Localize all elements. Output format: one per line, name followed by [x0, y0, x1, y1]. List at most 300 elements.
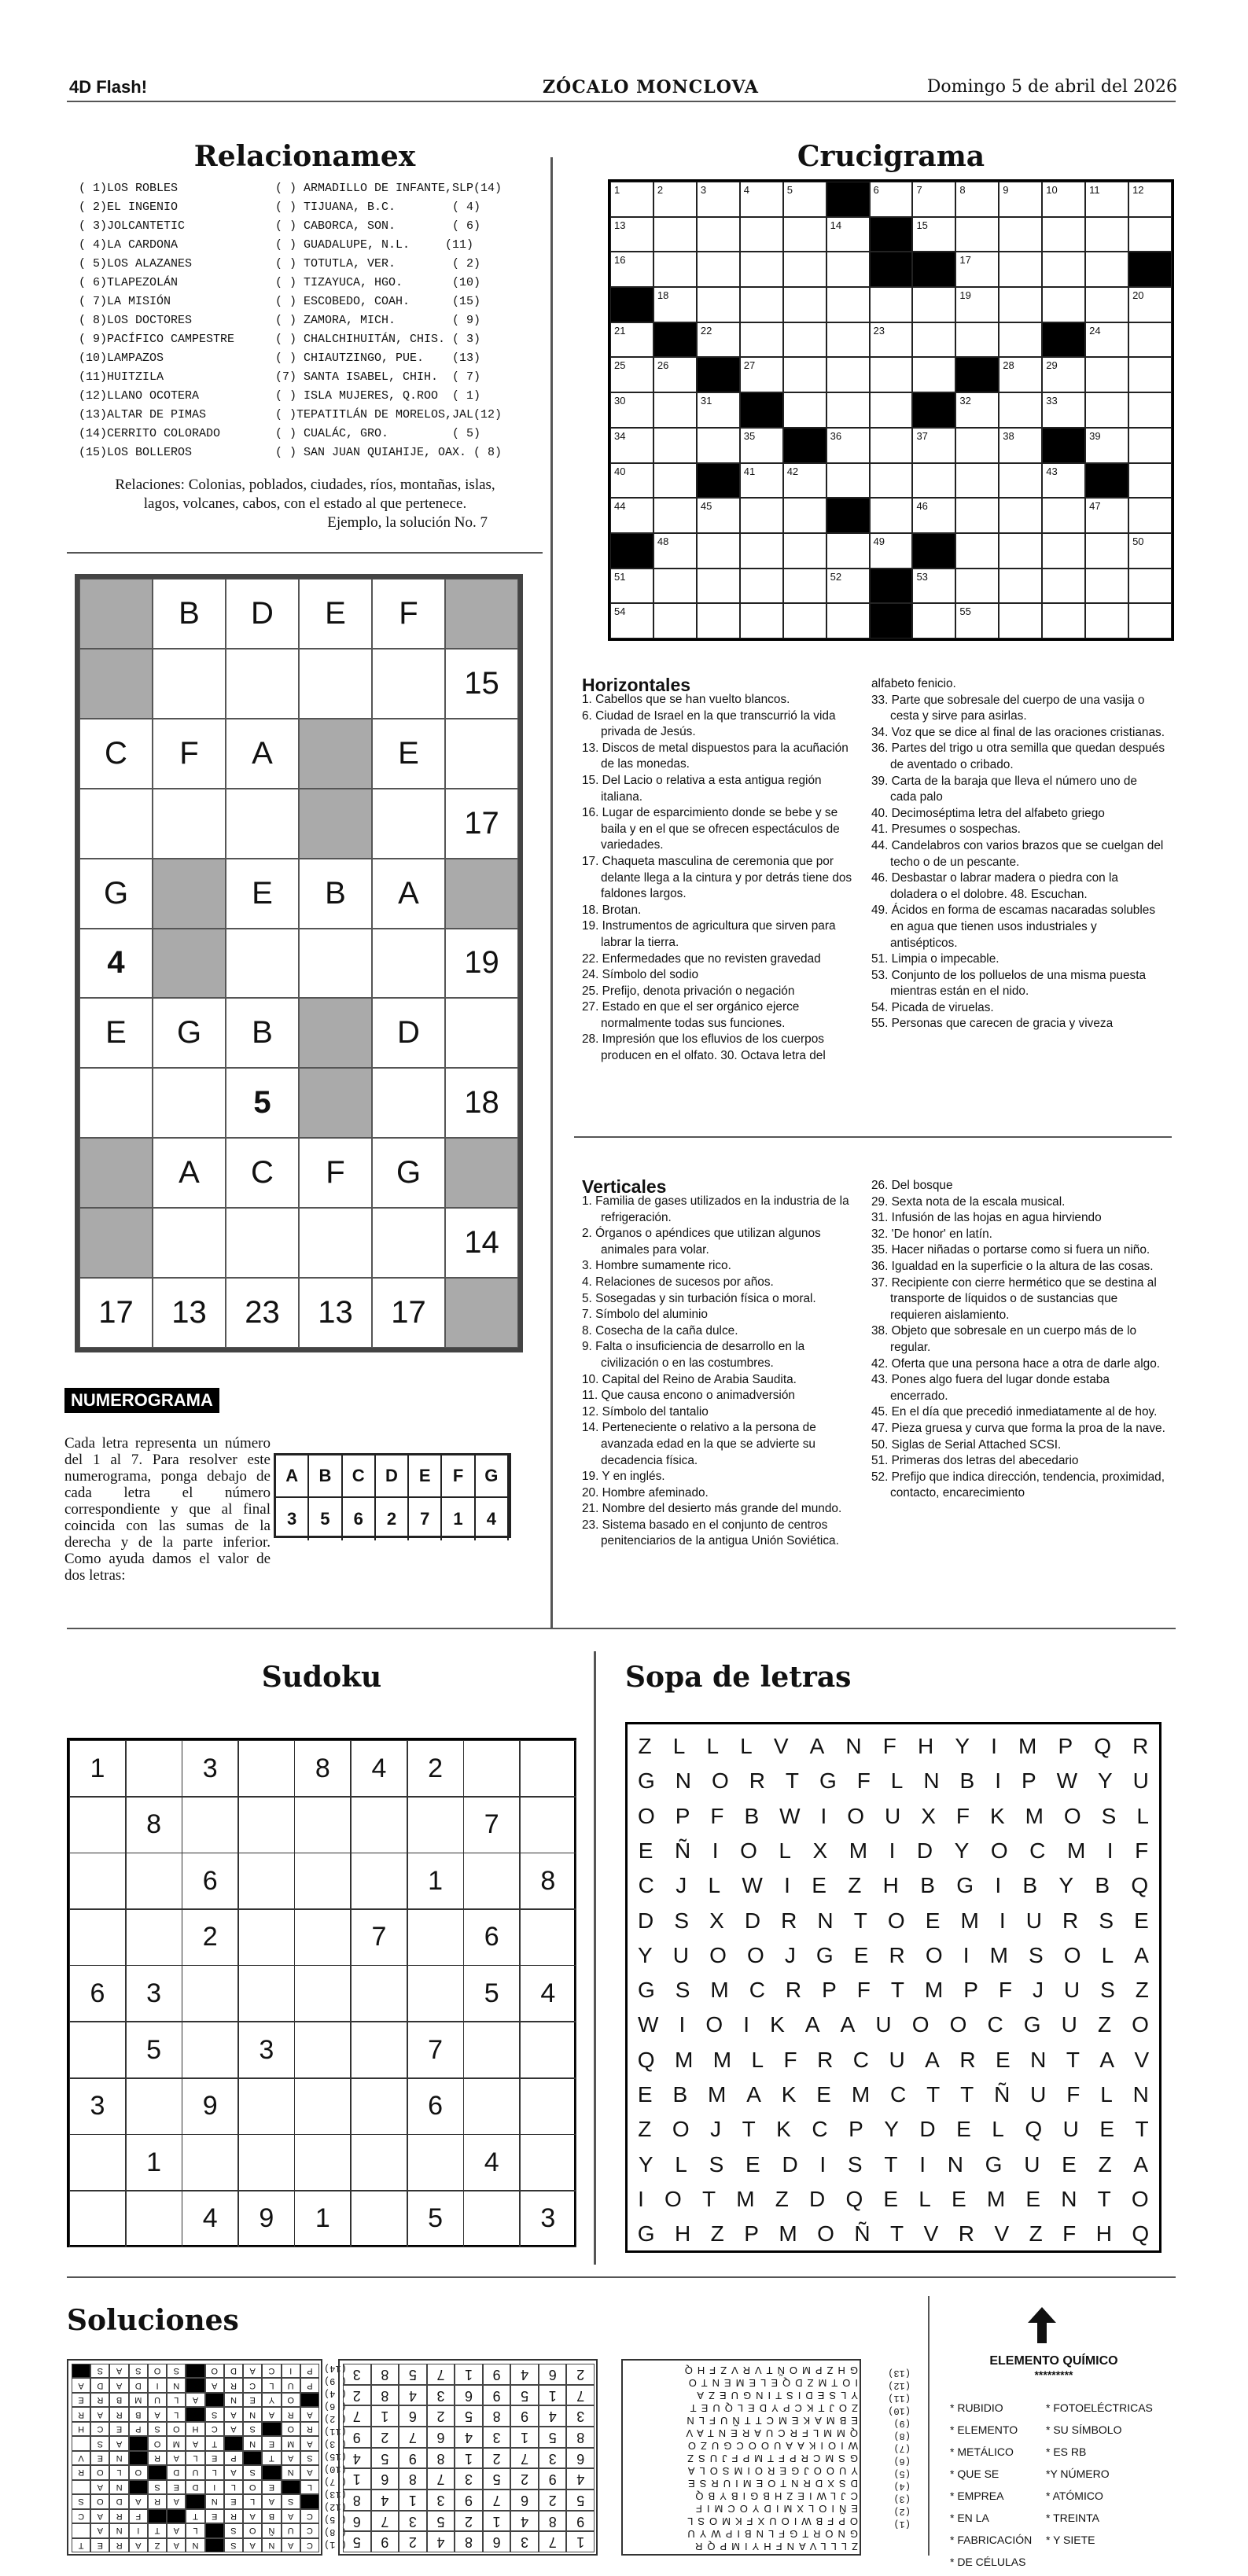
- solution-crucigrama-cell: N: [109, 2480, 128, 2494]
- sopa-letter: M: [986, 2186, 1006, 2211]
- sopa-letter: Z: [638, 2117, 652, 2142]
- sopa-letter: Q: [845, 2186, 863, 2211]
- sopa-letter: S: [1099, 1908, 1114, 1933]
- solution-sopa-row: GHZPMOÑTVRVZFHQ: [679, 2364, 858, 2376]
- crucigrama-cell: [740, 217, 783, 252]
- clue-item: 11. Que causa encono o animadversión: [582, 1389, 795, 1403]
- solution-relacionamex-item: ( 1): [324, 2539, 347, 2550]
- eq-item: * DE CÉLULAS: [950, 2556, 1026, 2568]
- solution-relacionamex-item: ( 2): [324, 2413, 347, 2424]
- crucigrama-cell: [1128, 498, 1172, 533]
- clue-item: 37. Recipiente con cierre hermético que se destina al transporte de líquidos o de sustancias que requieren aislamiento.: [871, 1275, 1157, 1322]
- crucigrama-cell: [653, 569, 697, 604]
- crucigrama-cell: [610, 252, 653, 287]
- solution-crucigrama-cell: A: [90, 2407, 109, 2421]
- sopa-letter: M: [712, 2047, 732, 2072]
- numerograma-cell: B: [153, 579, 226, 649]
- crucigrama-cell: [1042, 357, 1085, 392]
- sopa-letter: G: [815, 1942, 834, 1967]
- crucigrama-cell: [999, 569, 1042, 604]
- crucigrama-cell: [1042, 603, 1085, 638]
- eq-list-left: [950, 2397, 1032, 2573]
- sopa-letter: U: [1063, 1978, 1080, 2003]
- numerograma-cell: 15: [445, 649, 518, 719]
- sudoku-cell: [238, 1965, 295, 2022]
- relacionamex-left-item: (13)ALTAR DE PIMAS: [79, 408, 207, 421]
- solution-crucigrama-cell: U: [148, 2393, 167, 2407]
- solution-crucigrama-cell: [205, 2393, 224, 2407]
- sopa-letter: N: [1132, 2082, 1149, 2107]
- verticales-title: Verticales: [582, 1176, 667, 1197]
- clue-item: 18. Brotan.: [582, 903, 642, 917]
- crucigrama-black-cell: [870, 252, 913, 287]
- crucigrama-black-cell: [653, 322, 697, 358]
- clue-item: 16. Lugar de esparcimiento donde se bebe y se baila y en el que se ofrecen espectáculos de variedades.: [582, 806, 840, 852]
- sopa-letter: U: [1061, 2012, 1077, 2037]
- numerograma-cell: E: [372, 719, 445, 789]
- solution-sudoku-cell: 5: [343, 2531, 371, 2552]
- sopa-row: [628, 1868, 1159, 1903]
- crucigrama-cell: [912, 428, 955, 463]
- bottom-rule: [67, 2276, 1176, 2278]
- clue-item: 33. Parte que sobresale del cuerpo de una vasija o cesta y sirve para asirlas.: [871, 693, 1145, 723]
- crucigrama-cell: [653, 357, 697, 392]
- solution-crucigrama-cell: R: [148, 2451, 167, 2465]
- solution-sudoku: [338, 2359, 598, 2556]
- crucigrama-cell: [999, 217, 1042, 252]
- solution-sudoku-cell: 5: [566, 2490, 595, 2511]
- horizontales-title: Horizontales: [582, 675, 691, 695]
- solution-sudoku-cell: 2: [427, 2405, 455, 2427]
- solution-sudoku-cell: 7: [371, 2511, 399, 2532]
- sopa-letter: N: [845, 1734, 862, 1758]
- numerograma-cell: 4: [79, 929, 153, 999]
- solution-crucigrama-cell: R: [109, 2509, 128, 2523]
- relacionamex-left-item: (15)LOS BOLLEROS: [79, 446, 193, 459]
- crucigrama-cell: [610, 498, 653, 533]
- solution-crucigrama-cell: R: [72, 2465, 90, 2479]
- crucigrama-cell: [826, 463, 870, 499]
- clue-item: 52. Prefijo que indica dirección, tendencia, proximidad, contacto, encarecimiento: [871, 1470, 1165, 1500]
- sopa-letter: E: [853, 1942, 869, 1967]
- sopa-letter: M: [779, 2221, 797, 2247]
- sopa-row: [628, 1973, 1159, 2007]
- sopa-letter: R: [817, 2047, 834, 2072]
- solution-crucigrama-cell: T: [148, 2523, 167, 2537]
- solution-sudoku-cell: 5: [399, 2364, 427, 2385]
- sopa-letter: B: [920, 1873, 935, 1898]
- sudoku-cell: 3: [126, 1965, 182, 2022]
- sopa-letter: O: [990, 1838, 1008, 1863]
- sopa-letter: E: [996, 2047, 1011, 2072]
- crucigrama-cell: [1042, 182, 1085, 217]
- sopa-row: [628, 2007, 1159, 2042]
- sudoku-cell: [294, 2022, 351, 2078]
- crucigrama-cell: [999, 322, 1042, 358]
- sopa-letter: S: [675, 1978, 690, 2003]
- sudoku-cell: [520, 1797, 576, 1853]
- key-number: 2: [376, 1498, 409, 1540]
- crucigrama-cell: [826, 392, 870, 428]
- clue-item: 13. Discos de metal dispuestos para la acuñación de las monedas.: [582, 741, 849, 771]
- crucigrama-number: 30: [614, 395, 626, 407]
- numerograma-cell: D: [226, 579, 299, 649]
- crucigrama-number: 3: [700, 184, 707, 196]
- crucigrama-cell: [912, 287, 955, 322]
- key-number: 4: [476, 1498, 509, 1540]
- relacionamex-right-item: ( ) SAN JUAN QUIAHIJE, OAX. ( 8): [275, 446, 503, 459]
- sudoku-cell: [238, 1797, 295, 1853]
- solution-crucigrama-cell: F: [129, 2509, 148, 2523]
- sopa-letter: G: [985, 2151, 1003, 2177]
- sudoku-cell: 3: [238, 2022, 295, 2078]
- crucigrama-black-cell: [1085, 463, 1128, 499]
- solution-crucigrama-cell: A: [167, 2538, 186, 2552]
- eq-item: * ELEMENTO: [950, 2423, 1018, 2436]
- solution-sudoku-cell: 2: [399, 2531, 427, 2552]
- solution-crucigrama-cell: A: [282, 2538, 300, 2552]
- sopa-letter: P: [963, 1978, 978, 2003]
- sopa-letter: R: [781, 1908, 797, 1933]
- relacionamex-right-item: ( )TEPATITLÁN DE MORELOS,JAL(12): [275, 408, 503, 421]
- solution-sudoku-cell: 5: [371, 2448, 399, 2469]
- sopa-letter: X: [812, 1838, 828, 1863]
- crucigrama-black-cell: [870, 217, 913, 252]
- numerograma-cell: [153, 789, 226, 859]
- sopa-letter: I: [991, 1734, 997, 1758]
- relacionamex-title: Relacionamex: [193, 140, 416, 173]
- sudoku-cell: [463, 2022, 520, 2078]
- solution-crucigrama-cell: N: [243, 2436, 262, 2450]
- clue-item: 46. Desbastar o labrar madera o piedra con la doladera o el dolobre. 48. Escuchan.: [871, 871, 1118, 901]
- sudoku-cell: 1: [126, 2134, 182, 2191]
- crucigrama-number: 10: [1046, 184, 1058, 196]
- sopa-letter: R: [1062, 1908, 1079, 1933]
- solution-crucigrama-cell: A: [224, 2422, 243, 2436]
- crucigrama-cell: [653, 287, 697, 322]
- numerograma-grid: [75, 574, 523, 1352]
- key-letter: F: [442, 1455, 475, 1498]
- sudoku-cell: [69, 2191, 126, 2247]
- solution-crucigrama-cell: P: [129, 2422, 148, 2436]
- sopa-letter: O: [672, 2117, 690, 2142]
- sudoku-cell: [351, 2078, 407, 2135]
- sopa-letter: I: [743, 2012, 750, 2037]
- solution-crucigrama-cell: E: [90, 2538, 109, 2552]
- crucigrama-number: 48: [657, 535, 669, 547]
- solution-sudoku-cell: 8: [427, 2448, 455, 2469]
- crucigrama-number: 6: [873, 184, 879, 196]
- sudoku-cell: 6: [463, 1909, 520, 1966]
- crucigrama-cell: [1042, 533, 1085, 569]
- solution-crucigrama-cell: U: [282, 2523, 300, 2537]
- sopa-letter: U: [672, 1942, 690, 1967]
- clue-item: 50. Siglas de Serial Attached SCSI.: [871, 1437, 1062, 1452]
- solution-crucigrama-cell: A: [109, 2378, 128, 2392]
- solution-sudoku-cell: 1: [566, 2531, 595, 2552]
- solution-crucigrama-cell: E: [243, 2393, 262, 2407]
- crucigrama-cell: [740, 463, 783, 499]
- sopa-letter: Ñ: [854, 2221, 871, 2247]
- clue-item: 24. Símbolo del sodio: [582, 968, 699, 982]
- sopa-letter: T: [701, 2186, 716, 2211]
- crucigrama-cell: [653, 182, 697, 217]
- crucigrama-cell: [826, 322, 870, 358]
- sopa-letter: I: [1106, 1838, 1114, 1863]
- sopa-letter: E: [812, 1873, 826, 1898]
- numerograma-cell: 17: [445, 789, 518, 859]
- sopa-letter: E: [952, 2186, 966, 2211]
- numerograma-cell: 5: [226, 1068, 299, 1138]
- sopa-letter: C: [638, 1873, 654, 1898]
- crucigrama-number: 20: [1132, 289, 1144, 302]
- clue-item: 39. Carta de la baraja que lleva el número uno de cada palo: [871, 774, 1137, 804]
- numerograma-cell: C: [79, 719, 153, 789]
- numerograma-cell: B: [299, 859, 372, 929]
- sopa-letter: L: [751, 2047, 764, 2072]
- solution-sudoku-cell: 3: [539, 2448, 567, 2469]
- crucigrama-cell: [610, 603, 653, 638]
- solution-sudoku-cell: 7: [427, 2364, 455, 2385]
- eq-item: * TREINTA: [1046, 2512, 1099, 2524]
- crucigrama-cell: [912, 182, 955, 217]
- sudoku-cell: [69, 1909, 126, 1966]
- crucigrama-black-cell: [912, 533, 955, 569]
- crucigrama-cell: [1085, 498, 1128, 533]
- crucigrama-number: 31: [700, 395, 712, 407]
- sopa-letter: Z: [1097, 2012, 1112, 2037]
- crucigrama-black-cell: [1042, 428, 1085, 463]
- crucigrama-cell: [697, 287, 740, 322]
- solution-crucigrama-cell: [186, 2378, 204, 2392]
- sopa-letter: A: [1133, 2151, 1149, 2177]
- sudoku-cell: [182, 2134, 238, 2191]
- relacionamex-right-item: ( ) GUADALUPE, N.L. (11): [275, 238, 474, 252]
- solution-crucigrama-cell: S: [90, 2436, 109, 2450]
- sopa-row: [628, 1764, 1159, 1798]
- solution-crucigrama-cell: R: [148, 2494, 167, 2508]
- sopa-letter: W: [638, 2012, 659, 2037]
- sopa-letter: T: [1097, 2186, 1111, 2211]
- crucigrama-cell: [999, 287, 1042, 322]
- sudoku-cell: [294, 1965, 351, 2022]
- sopa-letter: X: [709, 1908, 724, 1933]
- crucigrama-cell: [697, 533, 740, 569]
- sopa-letter: O: [711, 1768, 729, 1794]
- clue-item: 40. Decimoséptima letra del alfabeto griego: [871, 806, 1105, 820]
- solution-sudoku-cell: 9: [455, 2490, 483, 2511]
- solution-crucigrama-cell: S: [167, 2364, 186, 2378]
- clue-item: 44. Candelabros con varios brazos que se cuelgan del techo o de un pescante.: [871, 838, 1164, 869]
- solution-crucigrama-cell: A: [224, 2407, 243, 2421]
- sudoku-cell: [351, 2022, 407, 2078]
- clue-item: 19. Instrumentos de agricultura que sirven para labrar la tierra.: [582, 919, 836, 949]
- sopa-letter: I: [963, 1942, 970, 1967]
- sopa-letter: T: [890, 2221, 904, 2247]
- sopa-letter: N: [1030, 2047, 1047, 2072]
- sopa-letter: K: [776, 2117, 791, 2142]
- sudoku-cell: 6: [407, 2078, 464, 2135]
- clue-item: alfabeto fenicio.: [871, 677, 956, 690]
- numerograma-cell: B: [226, 998, 299, 1068]
- solution-crucigrama-cell: R: [109, 2538, 128, 2552]
- sopa-letter: M: [1066, 1838, 1086, 1863]
- eq-item: * SU SÍMBOLO: [1046, 2423, 1122, 2436]
- solution-sopa-row: GSMCRPFTMPFJUSZ: [683, 2453, 858, 2464]
- solution-sopa-row: IOTMZDQELEMENTO: [683, 2377, 858, 2389]
- horizontales-col-1: [582, 692, 859, 1065]
- crucigrama-cell: [783, 392, 826, 428]
- crucigrama-cell: [1128, 182, 1172, 217]
- sopa-letter: A: [840, 2012, 856, 2037]
- sopa-letter: K: [770, 2012, 785, 2037]
- relacionamex-note: Relaciones: Colonias, poblados, ciudades, ríos, montañas, islas, lagos, volcanes, cabos, con el estado al que pertenece. Ejemplo, la solución No. 7: [115, 477, 495, 531]
- sudoku-cell: 7: [351, 1909, 407, 1966]
- sopa-letter: R: [785, 1978, 802, 2003]
- crucigrama-cell: [783, 322, 826, 358]
- numerograma-cell: F: [299, 1138, 372, 1208]
- crucigrama-number: 41: [743, 465, 756, 477]
- sopa-letter: Z: [638, 1734, 652, 1758]
- sopa-letter: Y: [955, 1734, 970, 1758]
- crucigrama-cell: [999, 533, 1042, 569]
- crucigrama-cell: [783, 252, 826, 287]
- solution-crucigrama-cell: I: [129, 2523, 148, 2537]
- solution-crucigrama-cell: S: [148, 2422, 167, 2436]
- solution-sudoku-cell: 4: [399, 2385, 427, 2406]
- crucigrama-cell: [697, 569, 740, 604]
- crucigrama-cell: [826, 217, 870, 252]
- sopa-letter: O: [925, 1942, 943, 1967]
- relacionamex-right-item: ( ) TIZAYUCA, HGO. (10): [275, 276, 481, 289]
- crucigrama-cell: [826, 357, 870, 392]
- solution-crucigrama: [67, 2359, 322, 2556]
- sopa-letter: O: [847, 1803, 865, 1828]
- sopa-letter: F: [998, 1978, 1012, 2003]
- clue-item: 42. Oferta que una persona hace a otra de darle algo.: [871, 1356, 1161, 1371]
- crucigrama-number: 4: [743, 184, 749, 196]
- numerograma-cell: E: [299, 579, 372, 649]
- numerograma-cell: [79, 579, 153, 649]
- solution-sudoku-cell: 3: [427, 2490, 455, 2511]
- sopa-letter: S: [1100, 1978, 1115, 2003]
- key-number: 3: [276, 1498, 309, 1540]
- sopa-letter: J: [784, 1942, 796, 1967]
- sopa-letter: O: [740, 1838, 757, 1863]
- sopa-letter: O: [949, 2012, 967, 2037]
- crucigrama-cell: [783, 603, 826, 638]
- solution-sudoku-cell: 7: [539, 2531, 567, 2552]
- relacionamex-left-item: (10)LAMPAZOS: [79, 351, 164, 365]
- solution-crucigrama-cell: S: [224, 2538, 243, 2552]
- solution-crucigrama-cell: P: [224, 2451, 243, 2465]
- crucigrama-cell: [697, 428, 740, 463]
- sopa-grid: [625, 1722, 1161, 2253]
- relacionamex-right-item: ( ) TIJUANA, B.C. ( 4): [275, 201, 481, 214]
- solution-sudoku-cell: 8: [343, 2490, 371, 2511]
- sudoku-cell: [69, 1797, 126, 1853]
- numerograma-cell: [299, 1068, 372, 1138]
- numerograma-cell: 13: [299, 1278, 372, 1348]
- sudoku-cell: [407, 1797, 464, 1853]
- sopa-letter: U: [1062, 2117, 1079, 2142]
- solution-crucigrama-cell: [167, 2509, 186, 2523]
- solution-sopa-row: QMMLFRCUARENTAV: [681, 2427, 858, 2439]
- crucigrama-cell: [912, 217, 955, 252]
- solution-crucigrama-cell: O: [90, 2494, 109, 2508]
- crucigrama-cell: [697, 217, 740, 252]
- numerograma-cell: [372, 929, 445, 999]
- relacionamex-right-item: ( ) CUALÁC, GRO. ( 5): [275, 427, 481, 440]
- solution-crucigrama-cell: O: [90, 2465, 109, 2479]
- sopa-letter: P: [675, 1803, 690, 1828]
- crucigrama-cell: [999, 463, 1042, 499]
- numerograma-cell: [226, 929, 299, 999]
- crucigrama-cell: [1085, 182, 1128, 217]
- sopa-letter: J: [1032, 1978, 1044, 2003]
- crucigrama-cell: [1128, 287, 1172, 322]
- crucigrama-cell: [740, 533, 783, 569]
- crucigrama-cell: [653, 252, 697, 287]
- sopa-letter: L: [779, 1838, 791, 1863]
- relacionamex-left-item: (14)CERRITO COLORADO: [79, 427, 221, 440]
- numerograma-cell: [79, 649, 153, 719]
- relacionamex-right-item: ( ) ARMADILLO DE INFANTE,SLP(14): [275, 182, 503, 195]
- solution-crucigrama-cell: A: [186, 2393, 204, 2407]
- crucigrama-cell: [653, 217, 697, 252]
- clue-item: 31. Infusión de las hojas en agua hirviendo: [871, 1211, 1102, 1225]
- solution-crucigrama-cell: P: [300, 2364, 319, 2378]
- crucigrama-number: 34: [614, 429, 626, 442]
- solution-crucigrama-cell: P: [300, 2378, 319, 2392]
- solution-crucigrama-cell: S: [224, 2523, 243, 2537]
- solution-crucigrama-cell: I: [282, 2364, 300, 2378]
- crucigrama-cell: [870, 182, 913, 217]
- sudoku-cell: [294, 1797, 351, 1853]
- solution-relacionamex-item: ( 6): [324, 2401, 347, 2412]
- sopa-letter: Z: [848, 1873, 862, 1898]
- sopa-letter: M: [674, 2047, 694, 2072]
- solution-sudoku-cell: 2: [455, 2511, 483, 2532]
- key-number: 1: [442, 1498, 475, 1540]
- solution-crucigrama-cell: M: [282, 2436, 300, 2450]
- eq-item: * RUBIDIO: [950, 2401, 1003, 2414]
- crucigrama-cell: [870, 287, 913, 322]
- solution-relacionamex-item: (14): [324, 2363, 347, 2374]
- crucigrama-black-cell: [870, 603, 913, 638]
- sopa-letter: I: [995, 1768, 1001, 1794]
- numerograma-cell: [299, 649, 372, 719]
- numerograma-title: NUMEROGRAMA: [64, 1388, 219, 1413]
- sopa-letter: J: [710, 2117, 722, 2142]
- sopa-letter: V: [923, 2221, 939, 2247]
- solution-sudoku-cell: 5: [455, 2405, 483, 2427]
- solution-sudoku-cell: 1: [371, 2405, 399, 2427]
- sopa-letter: G: [637, 1768, 655, 1794]
- solution-crucigrama-cell: C: [72, 2509, 90, 2523]
- crucigrama-cell: [783, 533, 826, 569]
- key-letter: G: [476, 1455, 509, 1498]
- sudoku-cell: 2: [182, 1909, 238, 1966]
- sopa-letter: I: [638, 2186, 644, 2211]
- crucigrama-number: 17: [959, 254, 971, 267]
- sopa-letter: L: [672, 1734, 686, 1758]
- clue-item: 1. Familia de gases utilizados en la industria de la refrigeración.: [582, 1194, 849, 1224]
- relacionamex-right-item: ( ) CHIAUTZINGO, PUE. (13): [275, 351, 481, 365]
- crucigrama-cell: [1128, 392, 1172, 428]
- crucigrama-number: 54: [614, 605, 626, 618]
- solution-crucigrama-cell: I: [148, 2378, 167, 2392]
